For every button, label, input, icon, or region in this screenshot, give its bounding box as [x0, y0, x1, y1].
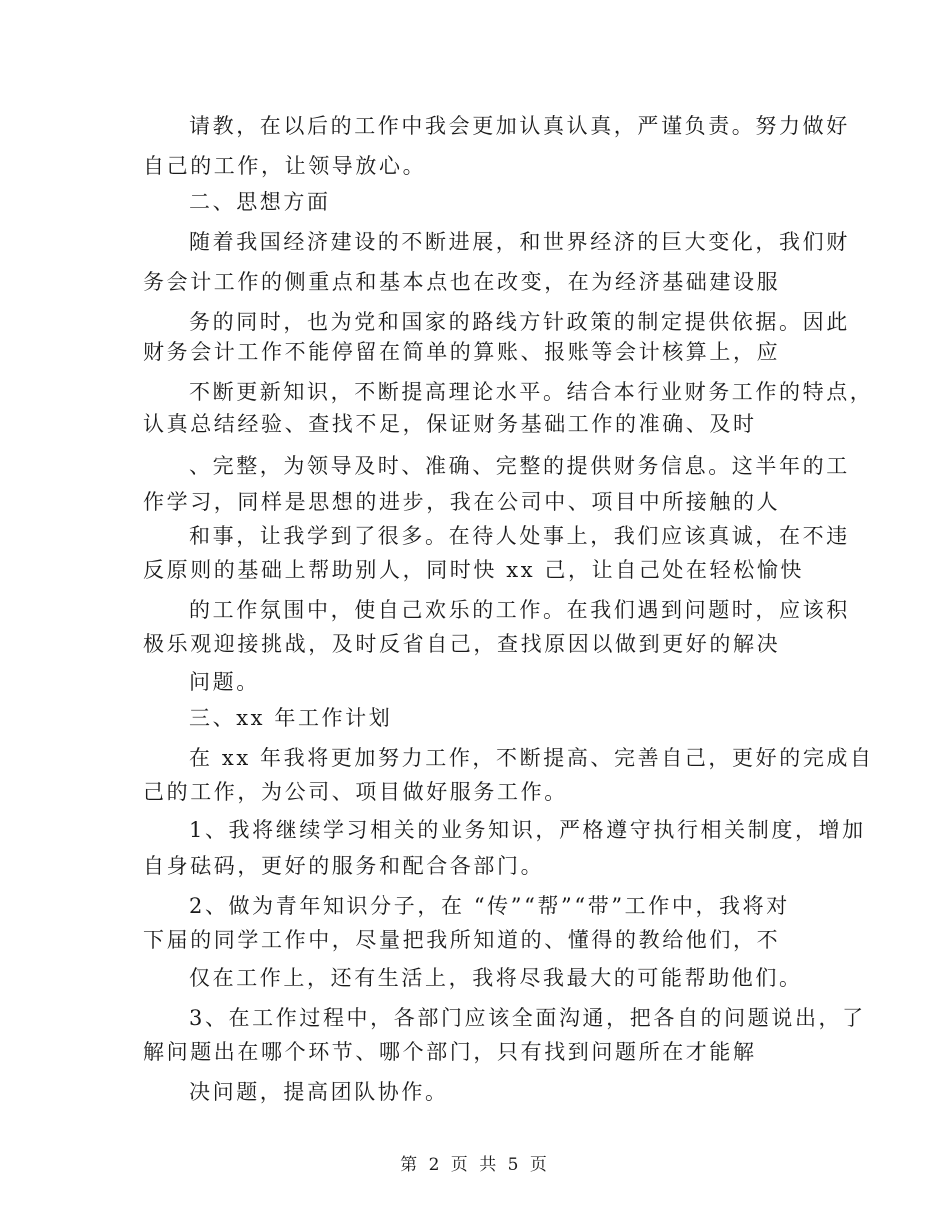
text-line-19: 己的工作，为公司、项目做好服务工作。 [143, 780, 568, 804]
text-line-10: 、完整，为领导及时、准确、完整的提供财务信息。这半年的工 [189, 454, 850, 478]
text-line-2: 自己的工作，让领导放心。 [143, 154, 427, 178]
text-line-27: 决问题，提高团队协作。 [189, 1080, 449, 1104]
text-line-16: 问题。 [189, 670, 260, 694]
section-heading-3: 三、xx 年工作计划 [189, 706, 393, 730]
text-line-25: 3、在工作过程中，各部门应该全面沟通，把各自的问题说出，了 [189, 1006, 866, 1030]
text-line-1: 请教，在以后的工作中我会更加认真认真，严谨负责。努力做好 [189, 114, 850, 138]
section-heading-2: 二、思想方面 [189, 190, 331, 214]
page-footer: 第 2 页 共 5 页 [400, 1155, 550, 1175]
text-line-12: 和事，让我学到了很多。在待人处事上，我们应该真诚，在不违 [189, 524, 850, 548]
text-line-22: 2、做为青年知识分子，在 “传”“帮”“带”工作中，我将对 [189, 894, 790, 918]
text-line-20: 1、我将继续学习相关的业务知识，严格遵守执行相关制度，增加 [189, 818, 866, 842]
text-line-26: 解问题出在哪个环节、哪个部门，只有找到问题所在才能解 [143, 1040, 757, 1064]
text-line-21: 自身砝码，更好的服务和配合各部门。 [143, 854, 545, 878]
text-line-4: 随着我国经济建设的不断进展，和世界经济的巨大变化，我们财 [189, 230, 850, 254]
text-line-23: 下届的同学工作中，尽量把我所知道的、懂得的教给他们，不 [143, 928, 781, 952]
text-line-15: 极乐观迎接挑战，及时反省自己，查找原因以做到更好的解决 [143, 632, 781, 656]
text-line-7: 财务会计工作不能停留在简单的算账、报账等会计核算上，应 [143, 340, 781, 364]
text-line-9: 认真总结经验、查找不足，保证财务基础工作的准确、及时 [143, 412, 757, 436]
text-line-13: 反原则的基础上帮助别人，同时快 xx 己，让自己处在轻松愉快 [143, 558, 805, 582]
text-line-14: 的工作氛围中，使自己欢乐的工作。在我们遇到问题时，应该积 [189, 598, 850, 622]
text-line-11: 作学习，同样是思想的进步，我在公司中、项目中所接触的人 [143, 490, 781, 514]
text-line-6: 务的同时，也为党和国家的路线方针政策的制定提供依据。因此 [189, 310, 850, 334]
text-line-24: 仅在工作上，还有生活上，我将尽我最大的可能帮助他们。 [189, 966, 803, 990]
text-line-5: 务会计工作的侧重点和基本点也在改变，在为经济基础建设服 [143, 270, 781, 294]
text-line-8: 不断更新知识，不断提高理论水平。结合本行业财务工作的特点， [189, 380, 874, 404]
text-line-18: 在 xx 年我将更加努力工作，不断提高、完善自己，更好的完成自 [189, 746, 874, 770]
